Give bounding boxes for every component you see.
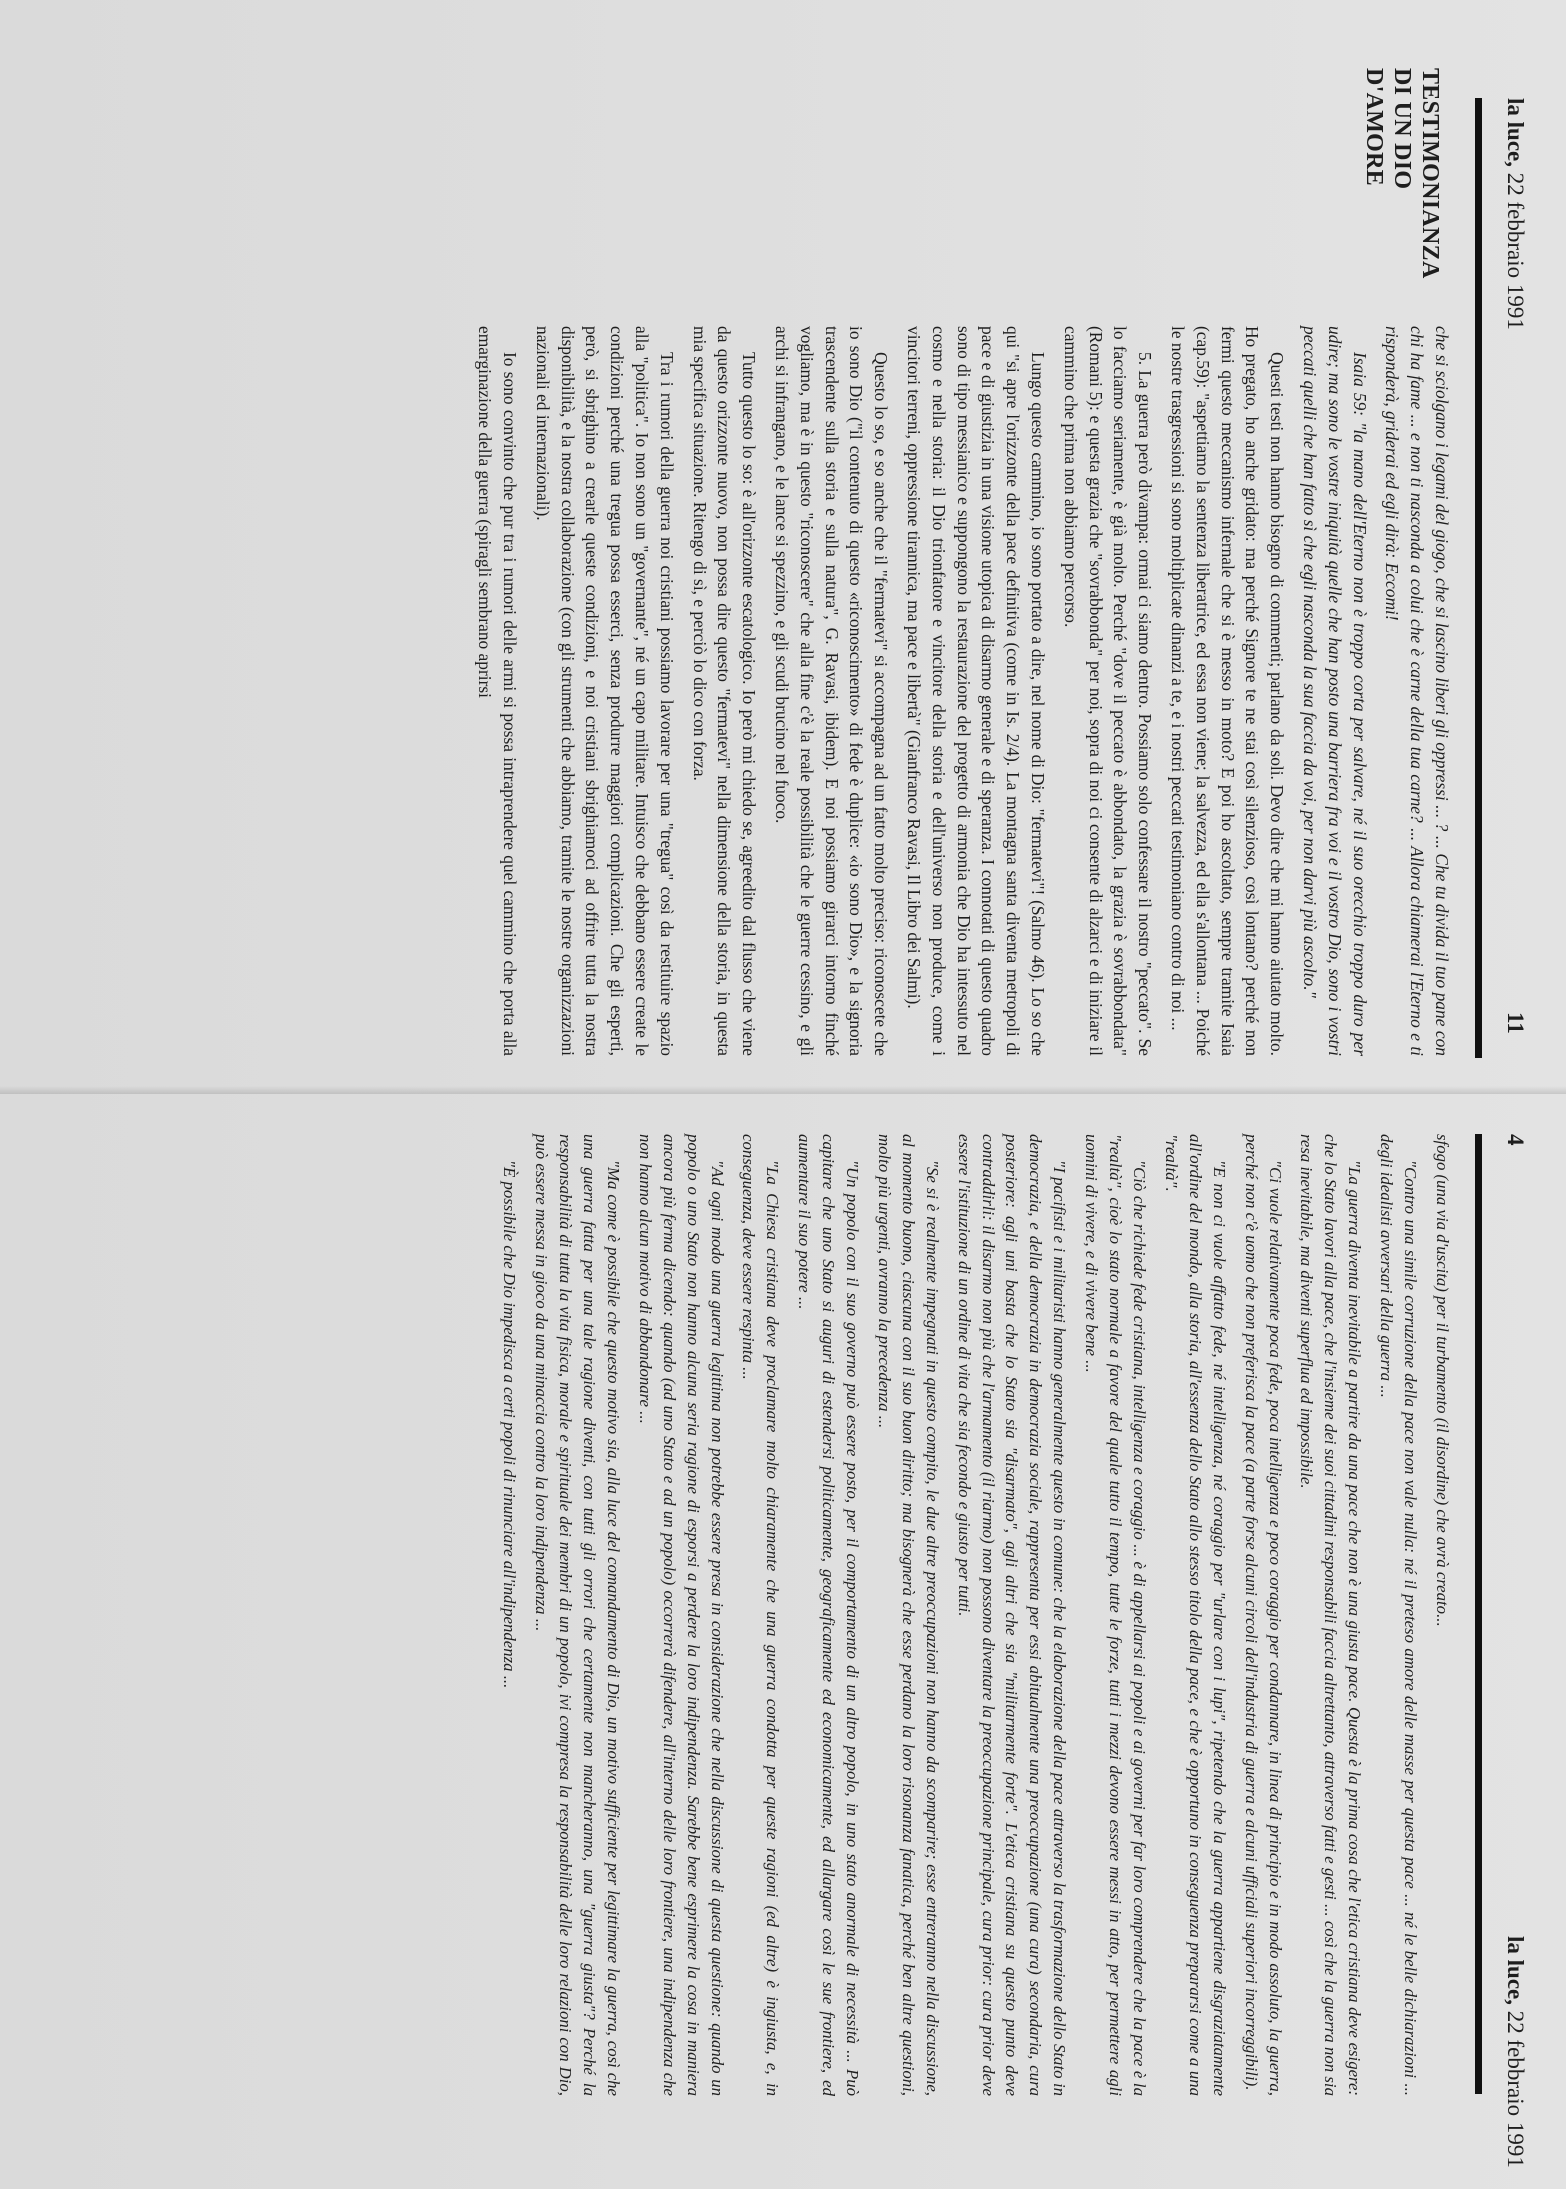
page-4 bbox=[0, 1094, 1566, 2189]
paragraph: "Contro una simile corruzione della pace non vale nulla: né il preteso amore delle masse per questa pace ... né le belle dichiarazioni ... degli idealisti avversari della guerra ... bbox=[1377, 1134, 1421, 2096]
page-11 bbox=[0, 0, 1566, 1094]
paragraph: Isaia 59: "la mano dell'Eterno non è troppo corta per salvare, né il suo orecchio troppo duro per udire; ma sono le vostre iniquità quelle che han posto una barriera fra voi e il vostro Dio, sono i vostri peccati quelli che han fatto sì che egli nasconda la sua faccia da voi, per non darvi più ascolto." bbox=[1300, 326, 1370, 1056]
headline-line: D'AMORE bbox=[1361, 68, 1387, 187]
paragraph: "I pacifisti e i militaristi hanno generalmente questo in comune: che la elaborazione della pace attraverso la trasformazione dello Stato in democrazia, e della democrazia in democrazia sociale, rappresenta per essi abitualmente una preoccupazione (una cura) secondaria, cura posteriore: agli uni basta che lo Stato sia "disarmato", agli altri che sia "militarmente forte". L'etica cristiana su questo punto deve contraddirli: il disarmo non più che l'armamento (il riarmo) non possono diventare la preoccupazione principale, cura prior: cura prior deve essere l'istituzione di un ordine di vita che sia fecondo e giusto per tutti. bbox=[954, 1134, 1070, 2096]
paragraph: "E non ci vuole affatto fede, né intelligenza, né coraggio per "urlare con i lupi", ripetendo che la guerra appartiene disgraziatamente all'ordine del mondo, alla storia, all'essenza dello Stato allo stesso titolo della pace, e che è opportuno in conseguenza prepararsi come a una "realtà". bbox=[1161, 1134, 1229, 2096]
paragraph: che si sciolgano i legami del giogo, che si lascino liberi gli oppressi ... ? ... Che tu divida il tuo pane con chi ha fame ... e non ti nasconda a colui che è carne della tua carne? ... Allora chiamerai l'Eterno e ti risponderà, griderai ed egli dirà: Eccomi! bbox=[1382, 326, 1452, 1056]
header-masthead bbox=[1502, 98, 1528, 330]
masthead-name: la luce, bbox=[1503, 1936, 1528, 2005]
masthead-date: 22 febbraio 1991 bbox=[1503, 2010, 1528, 2168]
headline-line: DI UN DIO bbox=[1389, 68, 1415, 190]
page-number: 4 bbox=[1503, 1134, 1528, 1146]
paragraph: "Ciò che richiede fede cristiana, intelligenza e coraggio ... è di appellarsi ai popoli e ai governi per far loro comprendere che la pace è la "realtà", cioè lo stato normale a favore del quale tutto il tempo, tutte le forze, tutti i mezzi devono essere messi in atto, per permettere agli uomini di vivere, e di vivere bene ... bbox=[1082, 1134, 1150, 2096]
paragraph: Lungo questo cammino, io sono portato a dire, nel nome di Dio: "fermatevi"! (Salmo 46). Lo so che qui "si apre l'orizzonte della pace definitiva (come in Is. 2/4). La montagna santa diventa metropoli di pace e di giustizia in una visione utopica di disarmo generale e di speranza. I connotati di questo quadro sono di tipo messianico e suppongono la restaurazione del progetto di armonia che Dio ha intessuto nel cosmo e nella storia: il Dio trionfatore e vincitore della storia e dell'universo non produce, come i vincitori terreni, oppressione tirannica, ma pace e libertà" (Gianfranco Ravasi, Il Libro dei Salmi). bbox=[904, 326, 1049, 1056]
masthead-date: 22 febbraio 1991 bbox=[1503, 172, 1528, 330]
paragraph: Questi testi non hanno bisogno di commenti; parlano da soli. Devo dire che mi hanno aiutato molto. Ho pregato, ho anche gridato: ma perché Signore te ne stai così silenzioso, così lontano? perché non fermi questo meccanismo infernale che si è messo in moto? E poi ho ascoltato, sempre tramite Isaia (cap.59): "aspettiamo la sentenza liberatrice, ed essa non viene; la salvezza, ed ella s'allontana ... Poiché le nostre trasgressioni si sono moltiplicate dinanzi a te, e i nostri peccati testimoniano contro di noi ... bbox=[1168, 326, 1288, 1056]
article-column bbox=[489, 1134, 1454, 2096]
article-column bbox=[465, 326, 1454, 1056]
header-rule bbox=[1475, 98, 1482, 1058]
paragraph: "Ad ogni modo una guerra legittima non potrebbe essere presa in considerazione che nella discussione di questa questione: quando un popolo o uno Stato non hanno alcuna seria ragione di esporsi a perdere la loro indipendenza. Sarebbe bene esprimere la cosa in maniera ancora più ferma dicendo: quando (ad uno Stato e ad un popolo) occorrerà difendere, all'interno delle loro frontiere, una indipendenza che non hanno alcun motivo di abbandonare ... bbox=[635, 1134, 727, 2096]
paragraph: Io sono convinto che pur tra i rumori delle armi si possa intraprendere quel cammino che porta alla emarginazione della guerra (spiragli sembrano aprirsi bbox=[475, 326, 521, 1056]
masthead-name: la luce, bbox=[1503, 98, 1528, 167]
paragraph: "Se si è realmente impegnati in questo compito, le due altre preoccupazioni non hanno da scomparire; esse entreranno nella discussione, al momento buono, ciascuna con il suo buon diritto; ma bisognerà che esse perdano la loro risonanza fanatica, perché ben altre questioni, molto più urgenti, avranno la precedenza ... bbox=[874, 1134, 942, 2096]
article-headline bbox=[1360, 68, 1444, 279]
paragraph: Tutto questo lo so: è all'orizzonte escatologico. Io però mi chiedo se, agreedito dal flusso che viene da questo orizzonte nuovo, non possa dire questo "fermatevi" nella dimensione della storia, in questa mia specifica situazione. Ritengo di sì, e perciò lo dico con forza. bbox=[689, 326, 760, 1056]
paragraph: Questo lo so, e so anche che il "fermatevi" si accompagna ad un fatto molto preciso: riconoscete che io sono Dio ("il contenuto di questo «riconoscimento» di fede è duplice: «io sono Dio», e la signoria trascendente sulla storia e sulla natura", G. Ravasi, ibidem). E noi possiamo girarci intorno finché vogliamo, ma è in questo "riconoscere" che alla fine c'è la reale possibilità che le guerre cessino, e gli archi si infrangano, e le lance si spezzino, e gli scudi brucino nel fuoco. bbox=[772, 326, 892, 1056]
paragraph: sfogo (una via d'uscita) per il turbamento (il disordine) che avrà creato... bbox=[1433, 1134, 1452, 1627]
paragraph: "Ma come è possibile che questo motivo sia, alla luce del comandamento di Dio, un motivo sufficiente per legittimare la guerra, così che una guerra fatta per una tale ragione diventi, con tutti gli orrori che certamente non mancheranno, una "guerra giusta"? Perché la responsabilità di tutta la vita fisica, morale e spirituale dei membri di un popolo, ivi compresa la responsabilità delle loro relazioni con Dio, può essere messa in gioco da una minaccia contro la loro indipendenza ... bbox=[532, 1134, 623, 2096]
paragraph: "Un popolo con il suo governo può essere posto, per il comportamento di un altro popolo, in uno stato anormale di necessità ... Può capitare che uno Stato si auguri di estendersi politicamente, geograficamente ed economicamente, ed allargare così le sue frontiere, ed aumentare il suo potere ... bbox=[795, 1134, 863, 2096]
paragraph: "Ci vuole relativamente poca fede, poca intelligenza e poco coraggio per condannare, in linea di principio e in modo assoluto, la guerra, perché non c'è uomo che non preferisca la pace (a parte forse alcuni circoli dell'industria di guerra e alcuni ufficiali superiori incorreggibili). bbox=[1241, 1134, 1285, 2096]
header-rule bbox=[1475, 1134, 1482, 2094]
paragraph: 5. La guerra però divampa: ormai ci siamo dentro. Possiamo solo confessare il nostro "peccato". Se lo facciamo seriamente, è già molto. Perché "dove il peccato è abbondato, la grazia è sovrabbondata" (Romani 5): e questa grazia che "sovrabbonda" per noi, sopra di noi ci consente di alzarci e di iniziare il cammino che prima non abbiamo percorso. bbox=[1060, 326, 1156, 1056]
paragraph: Tra i rumori della guerra noi cristiani possiamo lavorare per una "tregua" così da restituire spazio alla "politica". Io non sono un "governante", né un capo militare. Intuisco che debbano essere create le condizioni perché una tregua possa esserci, senza produrre maggiori complicazioni. Che gli esperti, però, si sbrighino a crearle queste condizioni, e noi cristiani sbrighiamoci ad offrire tutta la nostra disponibilità, e la nostra collaborazione (con gli strumenti che abbiamo, tramite le nostre organizzazioni nazionali ed internazionali). bbox=[532, 326, 677, 1056]
header-masthead bbox=[1502, 1936, 1528, 2168]
page-number: 11 bbox=[1503, 1012, 1528, 1034]
paragraph: "È possibile che Dio impedisca a certi popoli di rinunciare all'indipendenza ... bbox=[500, 1160, 520, 1689]
paragraph: "La Chiesa cristiana deve proclamare molto chiaramente che una guerra condotta per queste ragioni (ed altre) è ingiusta, e, in conseguenza, deve essere respinta ... bbox=[739, 1134, 783, 2096]
headline-line: TESTIMONIANZA bbox=[1417, 68, 1443, 279]
paragraph: "La guerra diventa inevitabile a partire da una pace che non è una giusta pace. Questa è la prima cosa che l'etica cristiana deve esigere: che lo Stato lavori alla pace, che l'insieme dei suoi cittadini responsabili faccia altrettanto, attraverso fatti e gesti ... così che la guerra non sia resa inevitabile, ma diventi superflua ed impossibile. bbox=[1297, 1134, 1365, 2096]
